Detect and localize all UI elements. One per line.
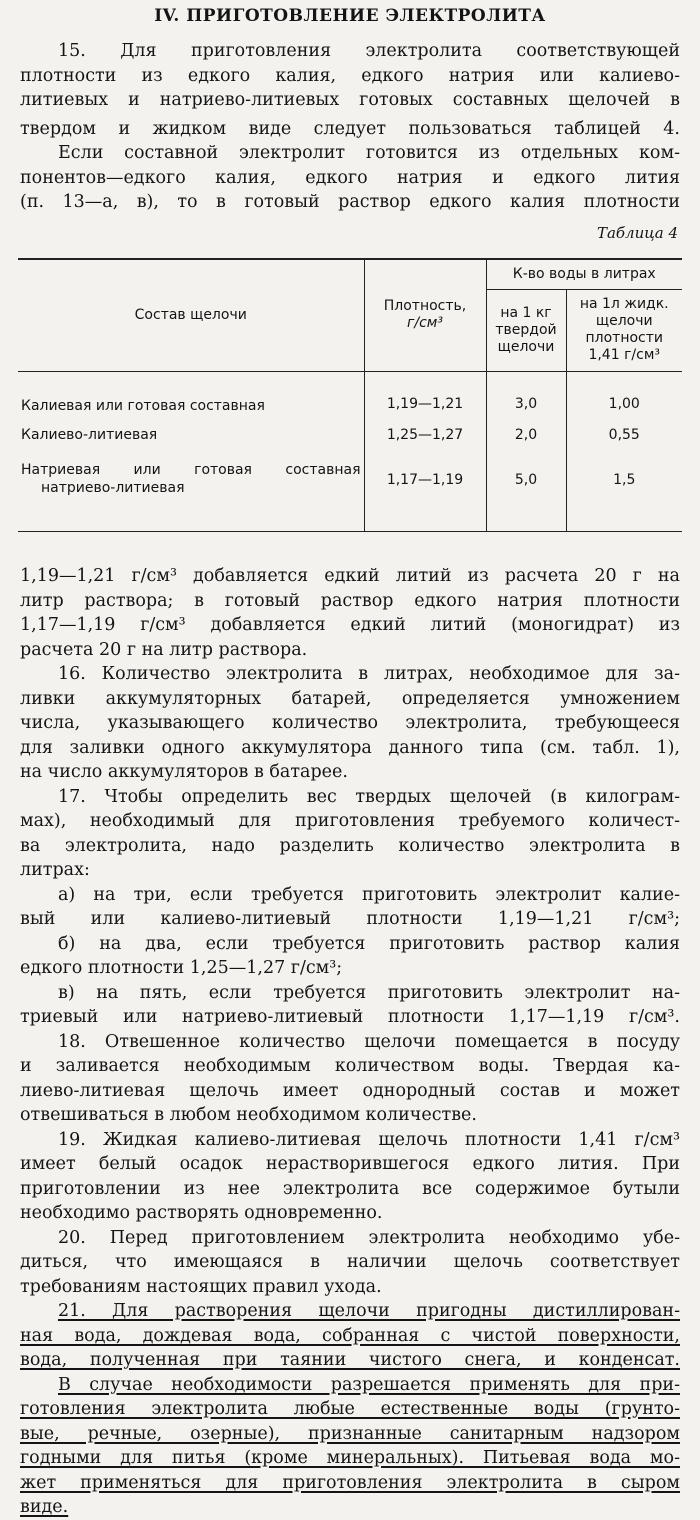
text-line: годными для питья (кроме минеральных). Питьевая вода мо- <box>20 1448 680 1468</box>
text-line: литрах: <box>20 860 90 880</box>
cell-composition: Калиево-литиевая <box>18 419 364 451</box>
header-per-liter: на 1л жидк. щелочи плотности 1,41 г/см³ <box>566 289 682 371</box>
text-line: и заливается необходимым количеством воды. Твердая ка- <box>20 1056 680 1076</box>
table-row <box>18 371 682 419</box>
text-line: ная вода, дождевая вода, собранная с чистой поверхности, <box>20 1325 680 1346</box>
text-line: отвешиваться в любом необходимом количестве. <box>20 1105 477 1125</box>
text-line: расчета 20 г на литр раствора. <box>20 639 308 660</box>
intro-paragraph <box>20 39 680 215</box>
text-line: необходимо растворять одновременно. <box>20 1203 383 1223</box>
text-line: 20. Перед приготовлением электролита необходимо убе- <box>58 1227 680 1248</box>
section-heading: IV. ПРИГОТОВЛЕНИЕ ЭЛЕКТРОЛИТА <box>154 6 546 26</box>
text-line: триевый или натриево-литиевый плотности 1,17—1,19 г/см³. <box>20 1007 680 1027</box>
cell-per-kg: 3,0 <box>486 371 566 419</box>
text-line: готовления электролита любые естественные воды (грунто- <box>20 1399 680 1419</box>
electrolyte-table <box>18 258 682 532</box>
text-line: В случае необходимости разрешается применять для при- <box>58 1374 680 1395</box>
body-text <box>20 564 680 1520</box>
cell-composition: Натриевая или готовая составная натриево-литиевая <box>18 451 364 531</box>
text-line: числа, указывающего количество электролита, требующееся <box>20 713 680 733</box>
text-line: мах), необходимый для приготовления требуемого количест- <box>20 811 680 831</box>
cell-per-liter: 1,5 <box>566 451 682 531</box>
text-line: имеет белый осадок нерастворившегося едкого лития. При <box>20 1154 680 1174</box>
header-water: К-во воды в литрах <box>486 259 682 289</box>
text-line: 15. Для приготовления электролита соответствующей <box>58 41 680 61</box>
text-line: а) на три, если требуется приготовить электролит калие- <box>58 884 680 905</box>
text-line: требованиям настоящих правил ухода. <box>20 1276 382 1297</box>
header-density: Плотность, г/см³ <box>364 259 486 371</box>
text-line: литиевых и натриево-литиевых готовых составных щелочей в <box>20 90 680 110</box>
text-line: 17. Чтобы определить вес твердых щелочей (в килограм- <box>58 786 680 807</box>
text-line: (п. 13—а, в), то в готовый раствор едкого калия плотности <box>20 192 680 212</box>
cell-per-liter: 0,55 <box>608 427 640 443</box>
text-line: 16. Количество электролита в литрах, необходимое для за- <box>58 664 680 684</box>
cell-per-kg: 2,0 <box>486 419 566 451</box>
text-line: 1,19—1,21 г/см³ добавляется едкий литий из расчета 20 г на <box>20 566 680 586</box>
table-row <box>18 451 682 531</box>
text-line: вый или калиево-литиевый плотности 1,19—1,21 г/см³; <box>20 909 680 929</box>
text-line: виде. <box>20 1497 69 1517</box>
text-line: ливки аккумуляторных батарей, определяется умножением <box>20 688 680 709</box>
text-line: приготовлении из нее электролита все содержимое бутыли <box>20 1178 680 1199</box>
text-line: ва электролита, надо разделить количество электролита в <box>20 835 680 856</box>
cell-density: 1,19—1,21 <box>364 371 486 419</box>
cell-density: 1,25—1,27 <box>364 419 486 451</box>
text-line: литр раствора; в готовый раствор едкого натрия плотности <box>20 590 680 611</box>
text-line: плотности из едкого калия, едкого натрия или калиево- <box>20 65 680 86</box>
cell-per-kg: 5,0 <box>486 451 566 531</box>
text-line: жет применяться для приготовления электролита в сыром <box>20 1472 680 1493</box>
table-row <box>18 419 682 451</box>
text-line: б) на два, если требуется приготовить раствор калия <box>58 933 680 954</box>
text-line: для заливки одного аккумулятора данного типа (см. табл. 1), <box>20 737 680 758</box>
header-per-kg: на 1 кг твердой щелочи <box>486 289 566 371</box>
table-caption: Таблица 4 <box>596 224 678 242</box>
cell-per-liter: 1,00 <box>608 396 640 412</box>
text-line: 19. Жидкая калиево-литиевая щелочь плотности 1,41 г/см³ <box>58 1129 680 1150</box>
text-line: лиево-литиевая щелочь имеет однородный состав и может <box>20 1080 680 1101</box>
text-line: 18. Отвешенное количество щелочи помещается в посуду <box>58 1031 680 1052</box>
cell-density: 1,17—1,19 <box>364 451 486 531</box>
text-line: едкого плотности 1,25—1,27 г/см³; <box>20 958 343 978</box>
text-line: понентов—едкого калия, едкого натрия и едкого лития <box>20 167 680 188</box>
text-line: диться, что имеющаяся в наличии щелочь соответствует <box>20 1252 680 1272</box>
text-line: на число аккумуляторов в батарее. <box>20 762 348 782</box>
text-line: в) на пять, если требуется приготовить электролит на- <box>58 982 680 1003</box>
cell-composition: Калиевая или готовая составная <box>18 371 364 419</box>
text-line: 1,17—1,19 г/см³ добавляется едкий литий (моногидрат) из <box>20 615 680 635</box>
header-composition: Состав щелочи <box>18 259 364 371</box>
text-line: 21. Для растворения щелочи пригодны дистиллирован- <box>58 1301 680 1321</box>
text-line: твердом и жидком виде следует пользоваться таблицей 4. <box>20 118 680 139</box>
text-line: вые, речные, озерные), признанные санитарным надзором <box>20 1423 680 1444</box>
text-line: вода, полученная при таянии чистого снега, и конденсат. <box>20 1350 680 1370</box>
text-line: Если составной электролит готовится из отдельных ком- <box>58 143 680 163</box>
